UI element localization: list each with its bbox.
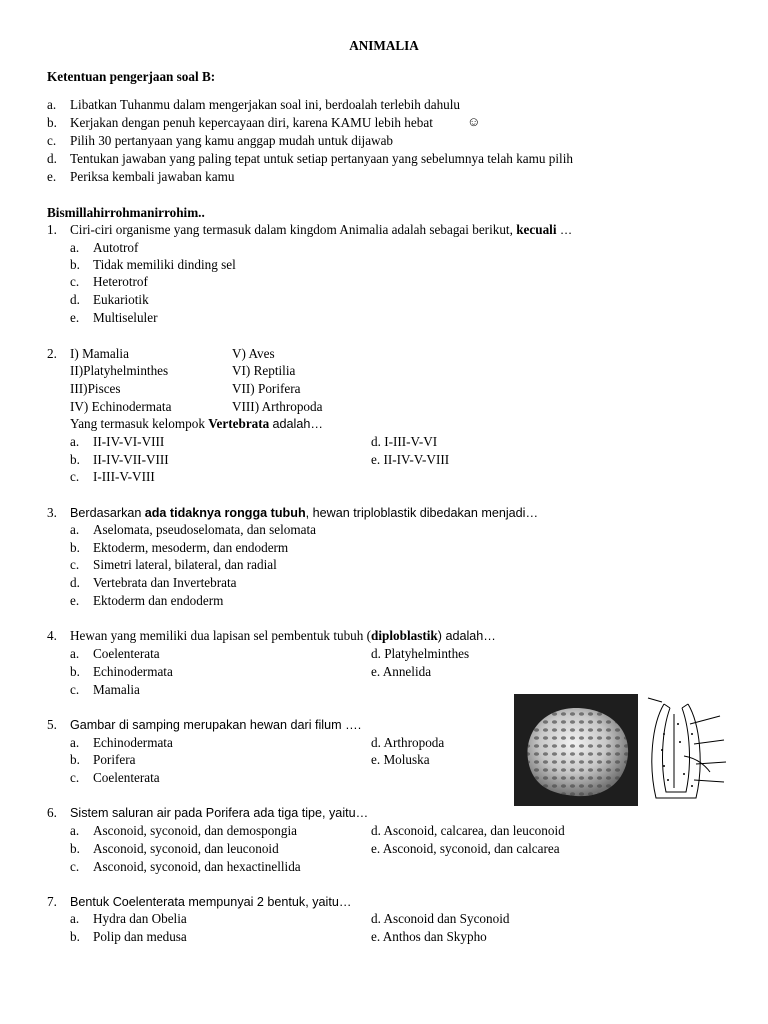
question-number: 1. xyxy=(47,222,57,237)
question-text: Gambar di samping merupakan hewan dari filum …. xyxy=(70,718,362,732)
option-text: II-IV-VI-VIII xyxy=(93,434,165,449)
rule-letter: c. xyxy=(47,133,57,148)
sponge-diagram xyxy=(648,698,726,798)
option-letter: a. xyxy=(70,646,80,661)
option-text: d. Arthropoda xyxy=(371,735,445,750)
question-text: Hewan yang memiliki dua lapisan sel pembentuk tubuh (diploblastik) adalah… xyxy=(70,628,496,643)
option-letter: a. xyxy=(70,434,80,449)
option-text: Tidak memiliki dinding sel xyxy=(93,257,236,272)
option-text: Polip dan medusa xyxy=(93,929,187,944)
option-text: Echinodermata xyxy=(93,664,173,679)
option-letter: e. xyxy=(70,310,80,325)
option-text: Asconoid, syconoid, dan leuconoid xyxy=(93,841,279,856)
option-letter: c. xyxy=(70,274,80,289)
option-letter: b. xyxy=(70,929,80,944)
sponge-figure xyxy=(514,694,766,806)
option-text: e. Anthos dan Skypho xyxy=(371,929,487,944)
option-text: e. II-IV-V-VIII xyxy=(371,452,450,467)
rule-text: Periksa kembali jawaban kamu xyxy=(70,169,235,184)
option-text: e. Annelida xyxy=(371,664,432,679)
option-text: Autotrof xyxy=(93,240,139,255)
option-text: Simetri lateral, bilateral, dan radial xyxy=(93,557,277,572)
question-text: Sistem saluran air pada Porifera ada tiga tipe, yaitu… xyxy=(70,806,369,820)
option-letter: b. xyxy=(70,752,80,767)
list-item: III)Pisces xyxy=(70,381,121,396)
list-item: VII) Porifera xyxy=(232,381,301,396)
option-text: d. Platyhelminthes xyxy=(371,646,470,661)
question-number: 6. xyxy=(47,805,57,820)
option-text: Heterotrof xyxy=(93,274,148,289)
list-item: I) Mamalia xyxy=(70,346,129,361)
option-letter: b. xyxy=(70,452,80,467)
option-text: Aselomata, pseudoselomata, dan selomata xyxy=(93,522,317,537)
option-text: Mamalia xyxy=(93,682,140,697)
question-number: 5. xyxy=(47,717,57,732)
list-item: V) Aves xyxy=(232,346,275,361)
option-text: Hydra dan Obelia xyxy=(93,911,187,926)
option-letter: b. xyxy=(70,540,80,555)
option-text: Ektoderm, mesoderm, dan endoderm xyxy=(93,540,289,555)
rule-letter: e. xyxy=(47,169,57,184)
question-text: Berdasarkan ada tidaknya rongga tubuh, hewan triploblastik dibedakan menjadi… xyxy=(70,506,539,520)
question-number: 4. xyxy=(47,628,57,643)
list-item: VI) Reptilia xyxy=(232,363,296,378)
rule-text: Libatkan Tuhanmu dalam mengerjakan soal ini, berdoalah terlebih dahulu xyxy=(70,97,461,112)
rule-letter: b. xyxy=(47,115,57,130)
option-text: e. Asconoid, syconoid, dan calcarea xyxy=(371,841,560,856)
rule-text: Pilih 30 pertanyaan yang kamu anggap mudah untuk dijawab xyxy=(70,133,394,148)
option-text: e. Moluska xyxy=(371,752,430,767)
option-text: d. Asconoid, calcarea, dan leuconoid xyxy=(371,823,565,838)
option-letter: a. xyxy=(70,240,80,255)
option-letter: a. xyxy=(70,823,80,838)
question-number: 7. xyxy=(47,894,57,909)
option-text: Asconoid, syconoid, dan demospongia xyxy=(93,823,298,838)
rules-heading: Ketentuan pengerjaan soal B: xyxy=(47,69,216,84)
question-number: 3. xyxy=(47,505,57,520)
option-text: d. I-III-V-VI xyxy=(371,434,438,449)
option-letter: c. xyxy=(70,859,80,874)
option-text: d. Asconoid dan Syconoid xyxy=(371,911,510,926)
rule-text: Tentukan jawaban yang paling tepat untuk setiap pertanyaan yang sebelumnya telah kamu pilih xyxy=(70,151,573,166)
option-letter: c. xyxy=(70,469,80,484)
opening-line: Bismillahirrohmanirrohim.. xyxy=(47,205,205,220)
option-letter: c. xyxy=(70,682,80,697)
option-letter: e. xyxy=(70,593,80,608)
smiley-icon: ☺ xyxy=(467,114,481,129)
rule-text: Kerjakan dengan penuh kepercayaan diri, karena KAMU lebih hebat xyxy=(70,115,433,130)
question-text: Yang termasuk kelompok Vertebrata adalah… xyxy=(70,416,323,431)
option-letter: d. xyxy=(70,575,80,590)
page-title: ANIMALIA xyxy=(349,38,419,53)
rule-letter: d. xyxy=(47,151,57,166)
rule-letter: a. xyxy=(47,97,57,112)
option-text: I-III-V-VIII xyxy=(93,469,155,484)
option-text: II-IV-VII-VIII xyxy=(93,452,169,467)
question-number: 2. xyxy=(47,346,57,361)
option-letter: d. xyxy=(70,292,80,307)
option-text: Asconoid, syconoid, dan hexactinellida xyxy=(93,859,301,874)
option-letter: a. xyxy=(70,735,80,750)
option-text: Ektoderm dan endoderm xyxy=(93,593,224,608)
option-letter: a. xyxy=(70,522,80,537)
option-text: Echinodermata xyxy=(93,735,173,750)
list-item: II)Platyhelminthes xyxy=(70,363,169,378)
list-item: IV) Echinodermata xyxy=(70,399,172,414)
option-letter: a. xyxy=(70,911,80,926)
option-letter: b. xyxy=(70,257,80,272)
option-text: Multiseluler xyxy=(93,310,158,325)
option-text: Porifera xyxy=(93,752,136,767)
option-text: Coelenterata xyxy=(93,646,160,661)
option-letter: b. xyxy=(70,664,80,679)
option-letter: b. xyxy=(70,841,80,856)
list-item: VIII) Arthropoda xyxy=(232,399,323,414)
option-text: Coelenterata xyxy=(93,770,160,785)
question-text: Ciri-ciri organisme yang termasuk dalam kingdom Animalia adalah sebagai berikut, kecuali … xyxy=(70,222,573,237)
option-text: Eukariotik xyxy=(93,292,149,307)
option-text: Vertebrata dan Invertebrata xyxy=(93,575,237,590)
question-text: Bentuk Coelenterata mempunyai 2 bentuk, yaitu… xyxy=(70,895,352,909)
option-letter: c. xyxy=(70,770,80,785)
option-letter: c. xyxy=(70,557,80,572)
